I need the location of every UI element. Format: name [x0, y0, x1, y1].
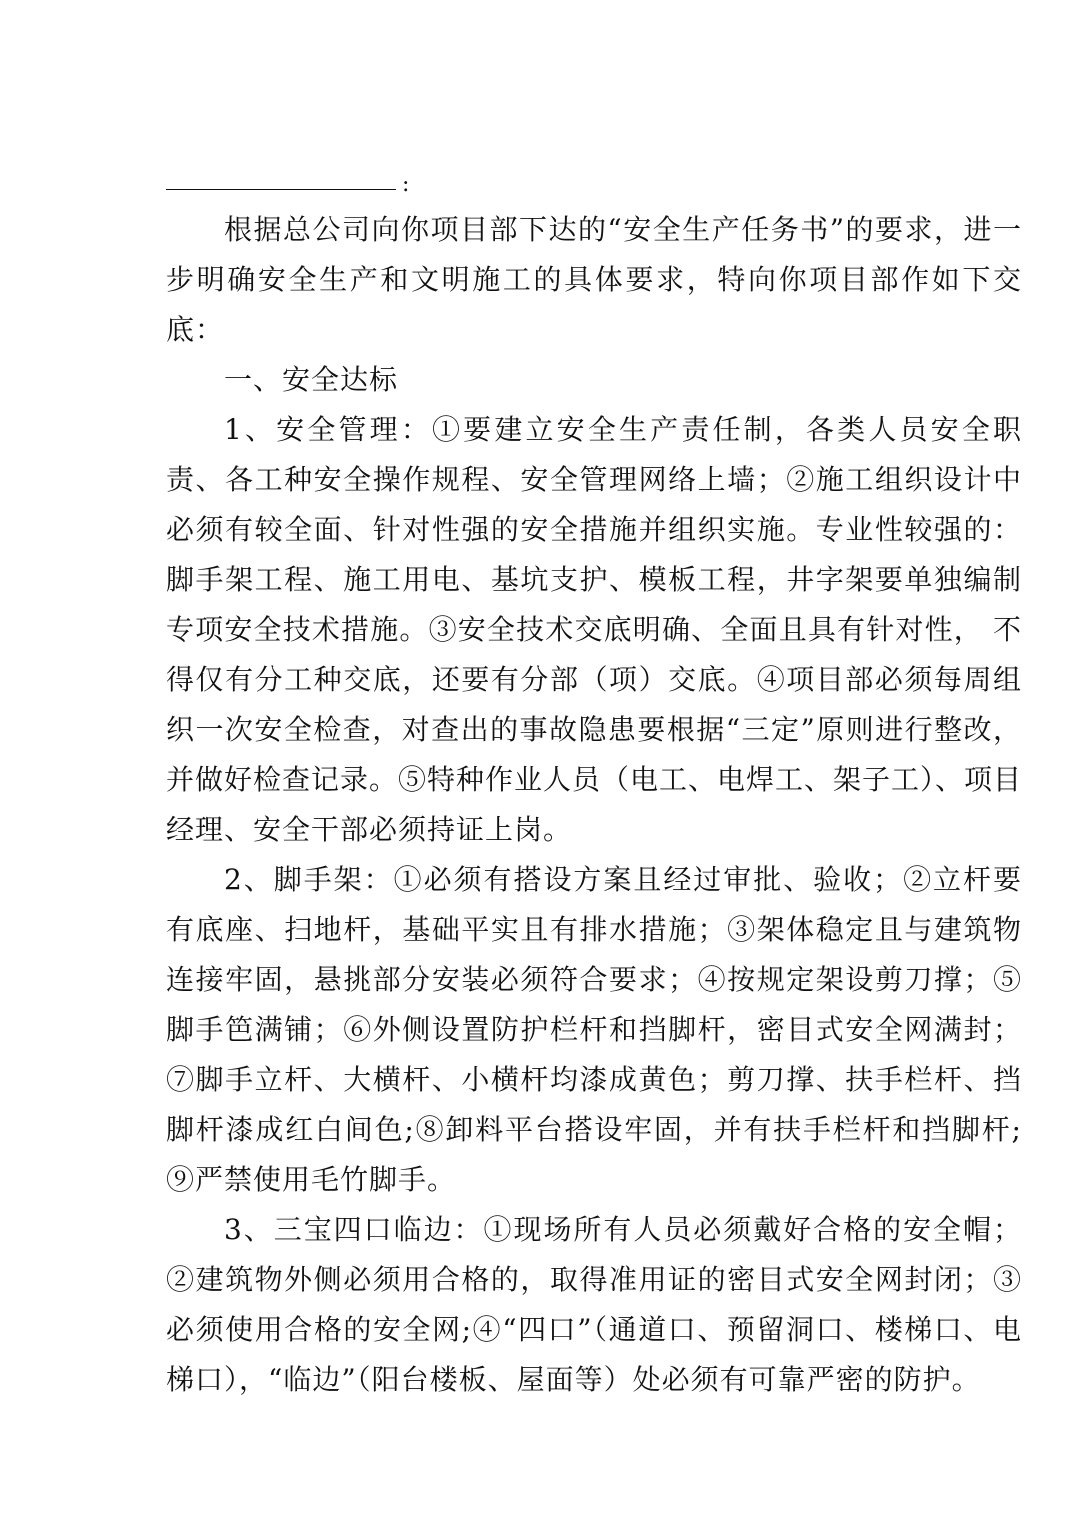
intro-paragraph: 根据总公司向你项目部下达的“安全生产任务书”的要求，进一步明确安全生产和文明施工的具体要求，特向你项目部作如下交底： — [166, 213, 1022, 346]
addressee-blank — [166, 162, 410, 197]
section-heading-safety: 一、安全达标 — [224, 363, 399, 396]
item-scaffolding: 2、脚手架：①必须有搭设方案且经过审批、验收；②立杆要有底座、扫地杆，基础平实且有排水措施；③架体稳定且与建筑物连接牢固，悬挑部分安装必须符合要求；④按规定架设剪刀撑；⑤脚手笆满铺；⑥外侧设置防护栏杆和挡脚杆，密目式安全网满封；⑦脚手立杆、大横杆、小横杆均漆成黄色；剪刀撑、扶手栏杆、挡脚杆漆成红白间色;⑧卸料平台搭设牢固，并有扶手栏杆和挡脚杆;⑨严禁使用毛竹脚手。 — [166, 863, 1022, 1196]
addressee-colon: : — [402, 172, 410, 197]
addressee-underline — [166, 189, 396, 190]
document-body — [166, 205, 1022, 1405]
item-three-treasures-four-openings: 3、三宝四口临边：①现场所有人员必须戴好合格的安全帽；②建筑物外侧必须用合格的，取得准用证的密目式安全网封闭；③必须使用合格的安全网;④“四口”（通道口、预留洞口、楼梯口、电梯口），“临边”（阳台楼板、屋面等）处必须有可靠严密的防护。 — [166, 1213, 1022, 1396]
item-safety-management: 1、安全管理：①要建立安全生产责任制，各类人员安全职责、各工种安全操作规程、安全管理网络上墙；②施工组织设计中必须有较全面、针对性强的安全措施并组织实施。专业性较强的：脚手架工程、施工用电、基坑支护、模板工程，井字架要单独编制专项安全技术措施。③安全技术交底明确、全面且具有针对性， 不得仅有分工种交底，还要有分部（项）交底。④项目部必须每周组织一次安全检查，对查出的事故隐患要根据“三定”原则进行整改，并做好检查记录。⑤特种作业人员（电工、电焊工、架子工）、项目经理、安全干部必须持证上岗。 — [166, 413, 1023, 846]
